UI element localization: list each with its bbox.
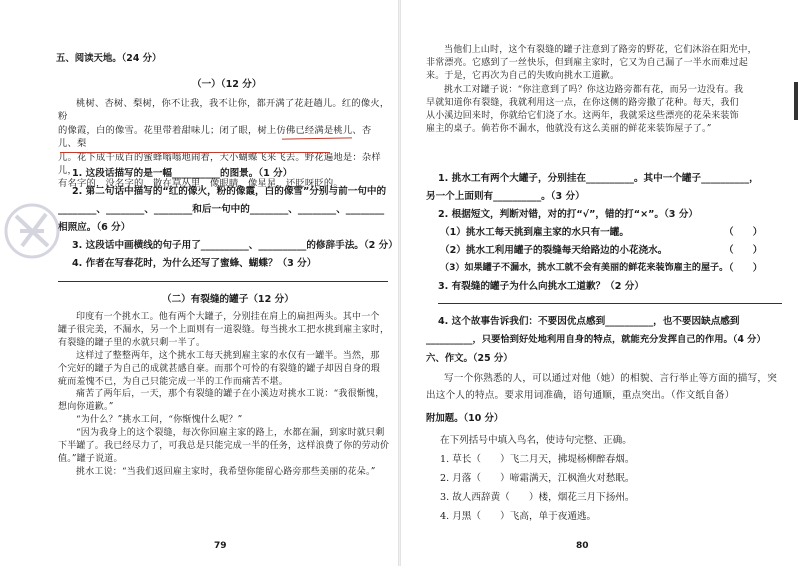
right-page [400,0,800,566]
page-number-left: 79 [214,541,227,551]
bonus-item: 4. 月黑（ ）飞高，单于夜遁逃。 [440,511,597,522]
passage-line: 当他们上山时，这个有裂缝的罐子注意到了路旁的野花，它们沐浴在阳光中， [444,45,757,55]
part2-passage-line: 有裂缝的罐子里的水就只剩一半了。 [58,337,206,348]
judge-bracket[interactable]: （ ） [724,227,763,238]
bonus-item: 1. 草长（ ）飞二月天，拂堤杨柳醉春烟。 [440,454,635,465]
page-number-right: 80 [576,541,589,551]
part2-passage-line: 想向你道歉。” [58,402,114,413]
part1-title: （一）（12 分） [192,79,262,90]
answer-line [438,303,782,304]
section6-text-line: 写一个你熟悉的人，可以通过对他（她）的相貌、言行举止等方面的描写，突 [444,373,777,384]
part1-passage-line: 儿。花下成千成百的蜜蜂嗡嗡地闹着，大小蝴蝶飞来飞去。野花遍地是：杂样儿， [58,151,381,177]
part2-title: （二）有裂缝的罐子（12 分） [162,294,294,305]
answer-line [58,281,388,282]
part2-passage-line: 痛苦了两年后，一天，那个有裂缝的罐子在小溪边对挑水工说：“我很惭愧， [76,389,385,400]
part2-passage-continued [426,44,782,136]
part2-question-4: 4. 这个故事告诉我们：不要因优点感到__________，也不要因缺点感到 [438,316,740,327]
judge-item: （3）如果罐子不漏水，挑水工就不会有美丽的鲜花来装饰雇主的屋子。 [440,263,729,273]
part1-passage-line: 的像霞，白的像雪。花里带着甜味儿；闭了眼，树上仿佛已经满是桃儿、杏儿、梨 [58,124,372,150]
part2-passage-line: 挑水工说：“当我们返回雇主家时，我希望你能留心路旁那些美丽的花朵。” [76,466,376,477]
bonus-title: 附加题。（10 分） [426,413,504,424]
part2-passage-line: 疵而羞愧不已，为自己只能完成一半的工作而痛苦不堪。 [58,376,289,387]
passage-line: 来。于是，它再次为自己的失败向挑水工道歉。 [426,71,620,82]
part1-question-2-end: 相照应。（6 分） [58,222,131,233]
passage-line: 雇主的桌子。倘若你不漏水，他就没有这么美丽的鲜花来装饰屋子了。” [426,124,712,135]
part1-passage-line: 桃树、杏树、梨树，你不让我，我不让你，都开满了花赶趟儿。红的像火，粉 [58,98,390,123]
part1-question-4: 4. 作者在写春花时，为什么还写了蜜蜂、蝴蝶？（3 分） [72,258,317,269]
part1-question-2: 2. 第二句话中描写的“红的像火，粉的像霞，白的像雪”分别与前一句中的 [72,186,387,197]
bonus-intro: 在下列括号中填入鸟名，使诗句完整、正确。 [440,435,632,446]
judge-item: （2）挑水工利用罐子的裂缝每天给路边的小花浇水。 [440,245,668,256]
part2-question-2: 2. 根据短文，判断对错，对的打“√”，错的打“×”。（3 分） [438,209,699,220]
part2-passage-line: “为什么？”挑水工问，“你惭愧什么呢？” [76,415,243,426]
passage-line: 非常漂亮。它感到了一丝快乐，但到雇主家时，它又为自己漏了一半水而难过起 [426,58,749,69]
part2-passage-line: “因为我身上的这个裂缝，每次你回雇主家的路上，水都在漏，到家时就只剩 [76,428,385,439]
judge-bracket[interactable]: （ ） [724,263,763,274]
part1-question-1: 1. 这段话描写的是一幅__________的图景。（1 分） [72,168,293,179]
part2-question-3: 3. 有裂缝的罐子为什么向挑水工道歉？（2 分） [438,281,644,292]
bonus-item: 2. 月落（ ）啼霜满天，江枫渔火对愁眠。 [440,473,635,484]
part1-passage-line: 有名字的，没名字的，散在草丛里，像眼睛，像星星，还眨呀眨的。 [58,178,343,190]
part1-question-3: 3. 这段话中画横线的句子用了__________、__________的修辞手法。（2 分） [72,240,398,251]
part2-passage-line: 罐子很完美，不漏水，另一个上面则有一道裂缝。每当挑水工把水挑到雇主家时， [58,324,390,335]
part2-question-1-end: 另一个上面则有__________。（3 分） [426,191,585,202]
judge-item: （1）挑水工每天挑到雇主家的水只有一罐。 [440,227,629,238]
part2-question-4-end: __________，只要恰到好处地利用自身的特点，就能充分发挥自己的作用。（4 分） [426,334,766,345]
edge-mark [794,82,798,120]
part2-passage [58,311,392,479]
passage-line: 从小溪边回来时，你就给它们浇了水。这两年，我就采这些漂亮的花朵来装饰 [426,111,739,122]
section6-text-line: 出这个人的特点。要求用词准确，语句通顺，重点突出。（作文纸自备） [426,390,735,401]
section6-text [426,370,786,404]
section6-title: 六、作文。（25 分） [426,353,513,364]
passage-line: 挑水工对罐子说：“你注意到了吗？你这边路旁都有花，而另一边没有。我 [444,84,744,95]
section5-title: 五、阅读天地。（24 分） [56,53,162,64]
part2-passage-line: 下半罐了。我已经尽力了，可我总是只能完成一半的任务，这样浪费了你的劳动价值。”罐子说道。 [58,441,390,464]
passage-line: 早就知道你有裂缝，我就利用这一点，在你这侧的路旁撒了花种。每天，我们 [426,97,739,108]
red-underline-mark [60,152,330,153]
bonus-item: 3. 故人西辞黄（ ）楼，烟花三月下扬州。 [440,492,635,503]
faded-stamp-icon [2,186,62,276]
part2-passage-line: 这样过了整整两年，这个挑水工每天挑到雇主家的水仅有一罐半。当然，那 [76,350,380,361]
part1-question-2-blanks: ________、________、________和后一句中的________、________、________ [58,204,385,215]
part2-passage-line: 个完好的罐子为自己的成就甚感自豪。而那个可怜的有裂缝的罐子却因自身的瑕 [58,363,381,374]
judge-bracket[interactable]: （ ） [724,245,763,256]
part2-question-1: 1. 挑水工有两个大罐子，分别挂在__________。其中一个罐子__________， [438,173,759,184]
part2-passage-line: 印度有一个挑水工。他有两个大罐子，分别挂在肩上的扁担两头。其中一个 [76,312,380,322]
